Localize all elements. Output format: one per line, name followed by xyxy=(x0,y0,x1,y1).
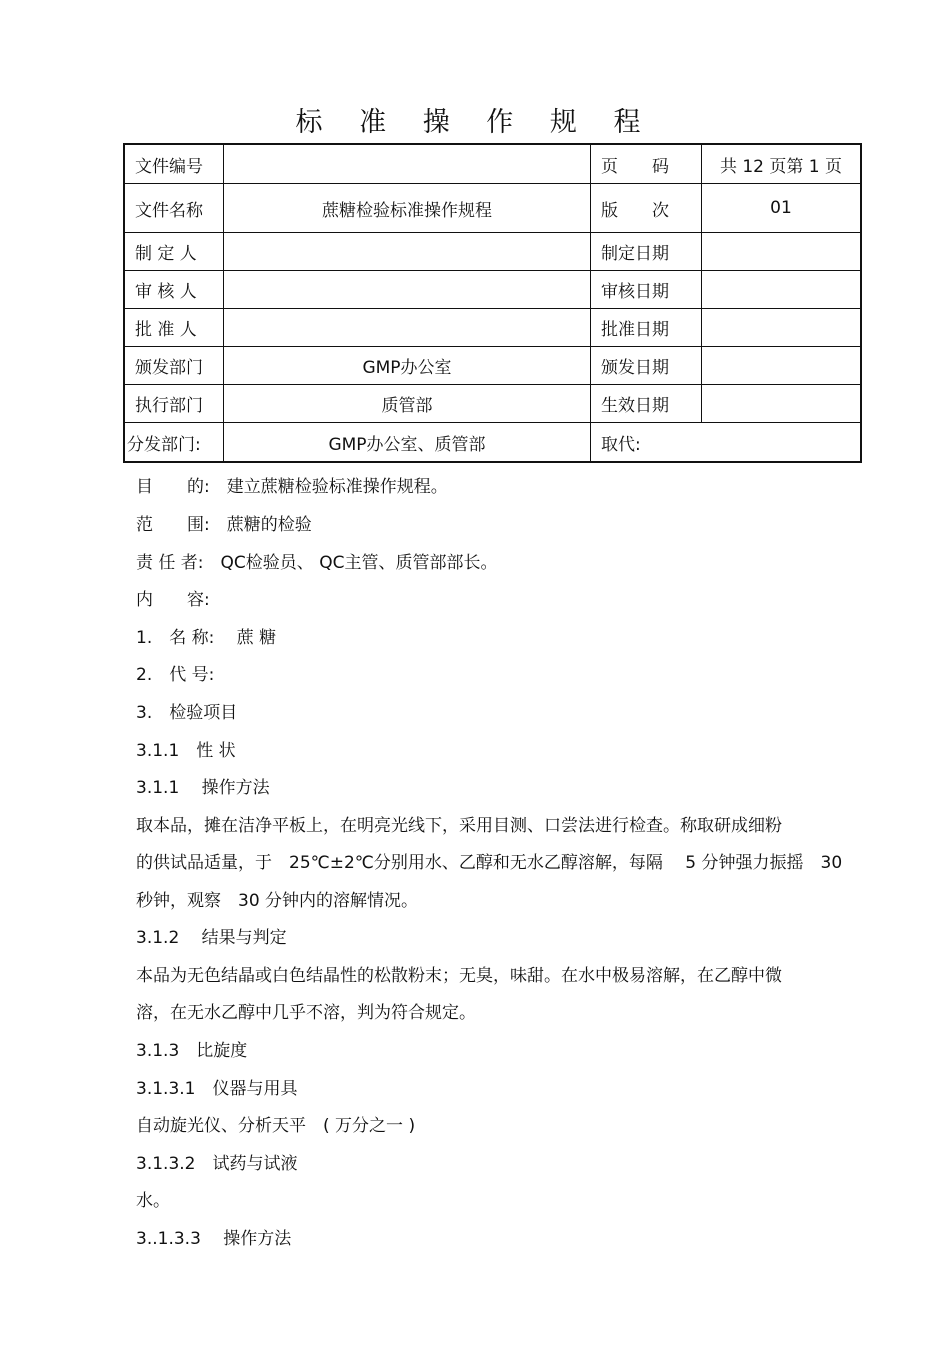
field-value xyxy=(702,271,862,309)
info-row xyxy=(124,385,861,423)
field-value xyxy=(702,385,862,423)
paragraph-3: 自动旋光仪、分析天平 ( 万分之一 ) xyxy=(136,1116,416,1136)
document-info-table xyxy=(123,143,862,463)
field-label: 文件名称 xyxy=(124,184,224,233)
section-3-1-3-2: 3.1.3.2 试药与试液 xyxy=(136,1154,298,1174)
section-3-1-3: 3.1.3 比旋度 xyxy=(136,1041,248,1061)
field-label: 制定日期 xyxy=(591,233,702,271)
field-value: 蔗糖检验标准操作规程 xyxy=(224,184,591,233)
section-3-1-1-b: 3.1.1 操作方法 xyxy=(136,778,270,798)
responsible-line: 责 任 者: QC检验员、 QC主管、质管部部长。 xyxy=(136,553,498,573)
info-row xyxy=(124,184,861,233)
field-label: 颁发部门 xyxy=(124,347,224,385)
field-label: 批 准 人 xyxy=(124,309,224,347)
paragraph-1-line-1: 取本品，摊在洁净平板上，在明亮光线下，采用目测、口尝法进行检查。称取研成细粉 xyxy=(136,816,782,836)
section-3-1-3-3: 3..1.3.3 操作方法 xyxy=(136,1229,292,1249)
field-value xyxy=(702,309,862,347)
distribution-row xyxy=(124,423,861,463)
field-label: 生效日期 xyxy=(591,385,702,423)
field-value: 质管部 xyxy=(224,385,591,423)
field-value: 01 xyxy=(702,184,862,233)
paragraph-2-line-2: 溶，在无水乙醇中几乎不溶，判为符合规定。 xyxy=(136,1003,476,1023)
section-3: 3. 检验项目 xyxy=(136,703,238,723)
info-row xyxy=(124,144,861,184)
info-row xyxy=(124,309,861,347)
field-value xyxy=(224,233,591,271)
field-label: 页 码 xyxy=(591,144,702,184)
distribution-label: 分发部门: xyxy=(124,423,224,463)
field-label: 审核日期 xyxy=(591,271,702,309)
info-row xyxy=(124,233,861,271)
section-3-1-3-1: 3.1.3.1 仪器与用具 xyxy=(136,1079,298,1099)
info-row xyxy=(124,271,861,309)
field-label: 文件编号 xyxy=(124,144,224,184)
field-label: 版 次 xyxy=(591,184,702,233)
field-label: 批准日期 xyxy=(591,309,702,347)
section-3-1-1-a: 3.1.1 性 状 xyxy=(136,741,236,761)
page-title: 标 准 操 作 规 程 xyxy=(295,107,655,138)
field-label: 执行部门 xyxy=(124,385,224,423)
field-value: GMP办公室 xyxy=(224,347,591,385)
paragraph-1-line-3: 秒钟，观察 30 分钟内的溶解情况。 xyxy=(136,891,419,911)
purpose-line: 目 的: 建立蔗糖检验标准操作规程。 xyxy=(136,477,448,497)
field-value xyxy=(224,271,591,309)
section-2: 2. 代 号: xyxy=(136,665,215,685)
distribution-value: GMP办公室、质管部 xyxy=(224,423,591,463)
replace-label: 取代: xyxy=(591,423,862,463)
field-value xyxy=(224,309,591,347)
info-row xyxy=(124,347,861,385)
field-label: 颁发日期 xyxy=(591,347,702,385)
section-3-1-2: 3.1.2 结果与判定 xyxy=(136,928,287,948)
section-1: 1. 名 称: 蔗 糖 xyxy=(136,628,277,648)
field-value xyxy=(224,144,591,184)
field-value xyxy=(702,233,862,271)
contents-line: 内 容: xyxy=(136,590,210,610)
scope-line: 范 围: 蔗糖的检验 xyxy=(136,515,312,535)
field-value xyxy=(702,347,862,385)
field-label: 审 核 人 xyxy=(124,271,224,309)
paragraph-1-line-2: 的供试品适量，于 25℃±2℃分别用水、乙醇和无水乙醇溶解，每隔 5 分钟强力振摇 30 xyxy=(136,853,843,873)
field-value: 共 12 页第 1 页 xyxy=(702,144,862,184)
paragraph-2-line-1: 本品为无色结晶或白色结晶性的松散粉末；无臭，味甜。在水中极易溶解，在乙醇中微 xyxy=(136,966,782,986)
paragraph-4: 水。 xyxy=(136,1191,170,1211)
field-label: 制 定 人 xyxy=(124,233,224,271)
